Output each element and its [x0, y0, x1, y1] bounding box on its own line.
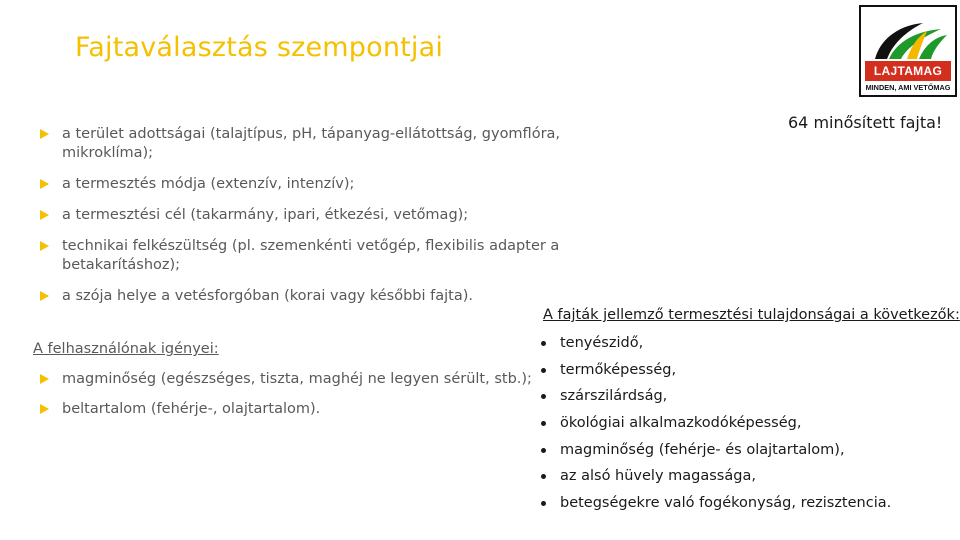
- arrow-bullet-icon: [40, 291, 49, 301]
- user-needs-list: [40, 370, 560, 430]
- list-item: magminőség (fehérje- és olajtartalom),: [540, 441, 960, 460]
- list-item: magminőség (egészséges, tiszta, maghéj ne legyen sérült, stb.);: [40, 370, 560, 389]
- slide-title: Fajtaválasztás szempontjai: [75, 32, 444, 63]
- list-item: termőképesség,: [540, 361, 960, 380]
- properties-heading: A fajták jellemző termesztési tulajdonságai a következők:: [543, 307, 960, 323]
- lajtamag-logo: [859, 5, 957, 97]
- list-item: tenyészidő,: [540, 334, 960, 353]
- arrow-bullet-icon: [40, 210, 49, 220]
- arrow-bullet-icon: [40, 129, 49, 139]
- arrow-bullet-icon: [40, 374, 49, 384]
- list-item: beltartalom (fehérje-, olajtartalom).: [40, 400, 560, 419]
- dot-bullet-icon: [541, 474, 546, 479]
- list-item: a termesztés módja (extenzív, intenzív);: [40, 175, 570, 194]
- list-item: technikai felkészültség (pl. szemenkénti vetőgép, flexibilis adapter a betakarításhoz);: [40, 237, 570, 275]
- dot-bullet-icon: [541, 448, 546, 453]
- dot-bullet-icon: [541, 368, 546, 373]
- list-item: a szója helye a vetésforgóban (korai vagy későbbi fajta).: [40, 287, 570, 306]
- properties-list: [540, 334, 960, 521]
- varieties-badge: 64 minősített fajta!: [788, 113, 943, 132]
- arrow-bullet-icon: [40, 404, 49, 414]
- list-item: az alsó hüvely magassága,: [540, 467, 960, 486]
- list-item: szárszilárdság,: [540, 387, 960, 406]
- user-needs-heading: A felhasználónak igényei:: [33, 341, 219, 357]
- dot-bullet-icon: [541, 501, 546, 506]
- logo-name: LAJTAMAG: [865, 61, 951, 81]
- arrow-bullet-icon: [40, 241, 49, 251]
- dot-bullet-icon: [541, 341, 546, 346]
- logo-slogan: MINDEN, AMI VETŐMAG: [865, 83, 951, 92]
- list-item: a termesztési cél (takarmány, ipari, étkezési, vetőmag);: [40, 206, 570, 225]
- criteria-list: [40, 125, 570, 318]
- dot-bullet-icon: [541, 394, 546, 399]
- arrow-bullet-icon: [40, 179, 49, 189]
- list-item: ökológiai alkalmazkodóképesség,: [540, 414, 960, 433]
- list-item: betegségekre való fogékonyság, rezisztencia.: [540, 494, 960, 513]
- list-item: a terület adottságai (talajtípus, pH, tápanyag-ellátottság, gyomflóra, mikroklíma);: [40, 125, 570, 163]
- dot-bullet-icon: [541, 421, 546, 426]
- sprout-icon: [861, 7, 955, 63]
